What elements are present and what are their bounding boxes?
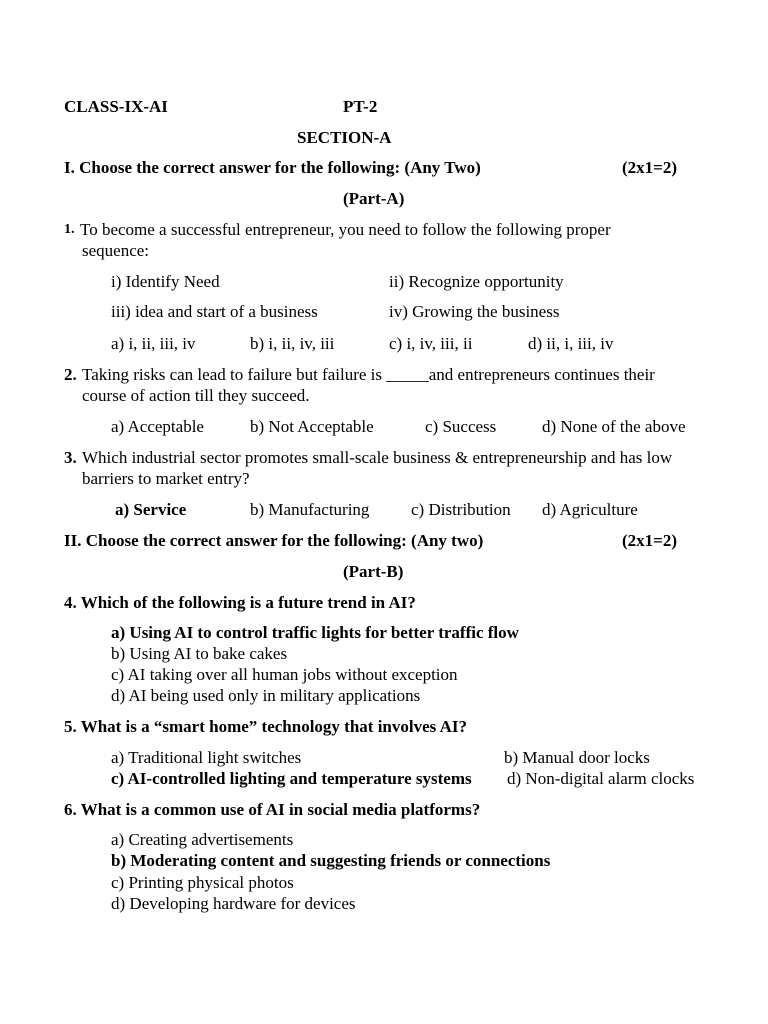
part-a-title: (Part-A) <box>343 189 405 208</box>
question-4-text: 4. Which of the following is a future trend in AI? <box>64 593 416 612</box>
test-label: PT-2 <box>343 97 378 116</box>
section-title: SECTION-A <box>297 128 392 147</box>
question-2-option: d) None of the above <box>542 417 686 436</box>
question-6-text: 6. What is a common use of AI in social media platforms? <box>64 800 481 819</box>
question-4-option: b) Using AI to bake cakes <box>111 644 288 663</box>
question-1-step: iv) Growing the business <box>389 302 560 321</box>
question-1-step: ii) Recognize opportunity <box>389 272 564 291</box>
class-label: CLASS-IX-AI <box>64 97 168 116</box>
question-1-step: iii) idea and start of a business <box>111 302 318 321</box>
question-2-number: 2. <box>64 365 77 384</box>
question-1-option: b) i, ii, iv, iii <box>250 334 335 353</box>
question-3-number: 3. <box>64 448 77 467</box>
question-4-option: a) Using AI to control traffic lights for better traffic flow <box>111 623 519 642</box>
question-6-option: a) Creating advertisements <box>111 830 294 849</box>
question-6-option: b) Moderating content and suggesting friends or connections <box>111 851 551 870</box>
question-5-text: 5. What is a “smart home” technology that involves AI? <box>64 717 467 736</box>
question-5-option: c) AI-controlled lighting and temperature systems <box>111 769 472 788</box>
question-5-option: b) Manual door locks <box>504 748 650 767</box>
question-4-option: d) AI being used only in military applications <box>111 686 421 705</box>
question-1-option: a) i, ii, iii, iv <box>111 334 196 353</box>
question-6-option: c) Printing physical photos <box>111 873 294 892</box>
question-6-option: d) Developing hardware for devices <box>111 894 356 913</box>
question-5-option: a) Traditional light switches <box>111 748 302 767</box>
question-2-option: b) Not Acceptable <box>250 417 374 436</box>
question-3-text: Which industrial sector promotes small-scale business & entrepreneurship and has low <box>82 448 673 467</box>
question-1-text-cont: sequence: <box>82 241 150 260</box>
question-3-option: c) Distribution <box>411 500 511 519</box>
part-b-instruction: II. Choose the correct answer for the following: (Any two) <box>64 531 484 550</box>
question-1-text: To become a successful entrepreneur, you need to follow the following proper <box>80 220 611 239</box>
question-2-text: Taking risks can lead to failure but failure is _____and entrepreneurs continues their <box>82 365 655 384</box>
question-2-option: c) Success <box>425 417 497 436</box>
question-2-option: a) Acceptable <box>111 417 204 436</box>
question-3-text-cont: barriers to market entry? <box>82 469 250 488</box>
question-3-option: d) Agriculture <box>542 500 638 519</box>
question-3-option: a) Service <box>115 500 187 519</box>
question-5-option: d) Non-digital alarm clocks <box>507 769 695 788</box>
question-4-option: c) AI taking over all human jobs without exception <box>111 665 458 684</box>
question-1-number: 1. <box>64 222 75 237</box>
question-2-text-cont: course of action till they succeed. <box>82 386 310 405</box>
part-a-instruction: I. Choose the correct answer for the following: (Any Two) <box>64 158 481 177</box>
part-b-marks: (2x1=2) <box>622 531 678 550</box>
question-1-step: i) Identify Need <box>111 272 220 291</box>
question-1-option: c) i, iv, iii, ii <box>389 334 473 353</box>
question-1-option: d) ii, i, iii, iv <box>528 334 614 353</box>
part-b-title: (Part-B) <box>343 562 404 581</box>
part-a-marks: (2x1=2) <box>622 158 678 177</box>
question-3-option: b) Manufacturing <box>250 500 370 519</box>
